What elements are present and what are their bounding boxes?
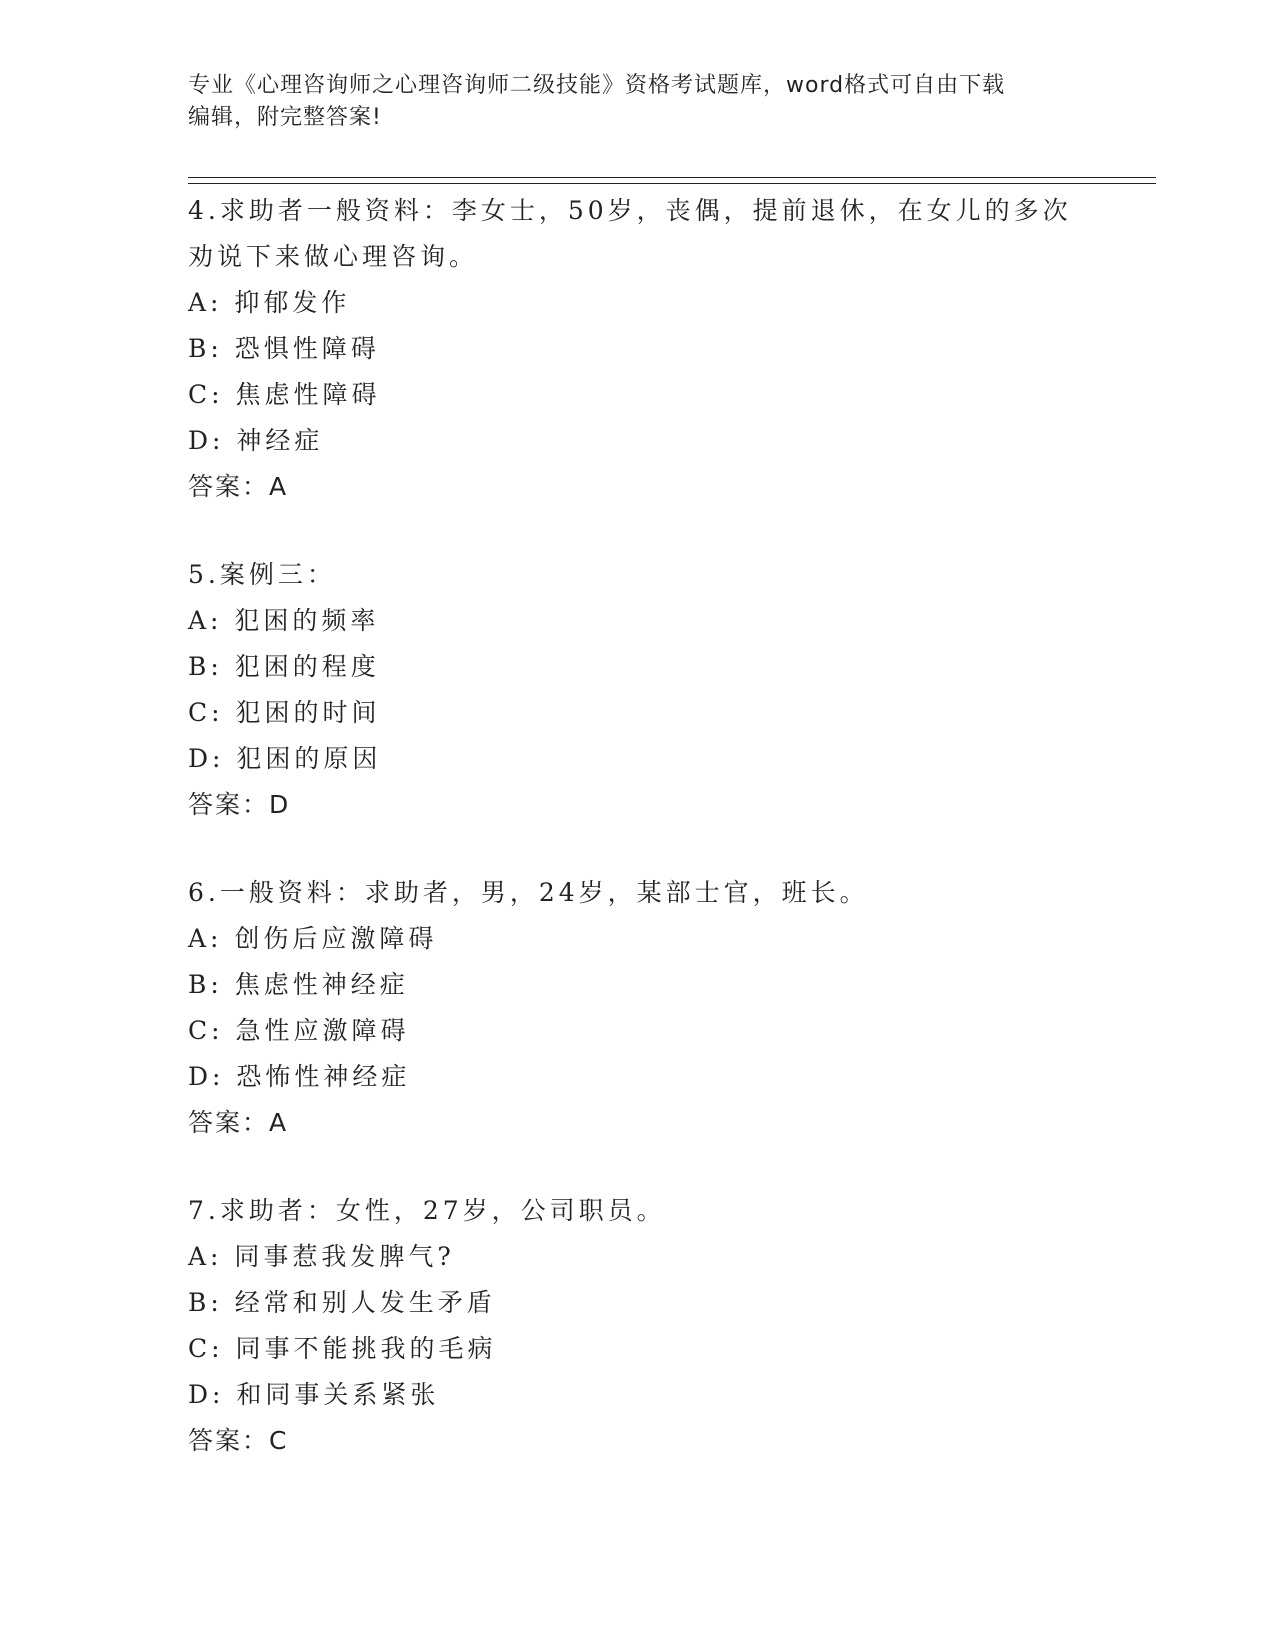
option-c: C: 急性应激障碍: [188, 1016, 410, 1045]
option-d: D: 犯困的原因: [188, 744, 382, 773]
option-b: B: 犯困的程度: [188, 652, 380, 681]
question-stem: 5.案例三：: [188, 560, 336, 589]
option-a: A: 创伤后应激障碍: [188, 924, 438, 953]
header-line-1: 专业《心理咨询师之心理咨询师二级技能》资格考试题库，word格式可自由下载: [188, 73, 1006, 98]
header-line-2: 编辑，附完整答案!: [188, 105, 382, 130]
question-7: [188, 1188, 1088, 1464]
option-b: B: 恐惧性障碍: [188, 334, 380, 363]
question-6: [188, 870, 1088, 1146]
question-stem: 4.求助者一般资料：李女士，50岁，丧偶，提前退休，在女儿的多次: [188, 196, 1072, 225]
answer-line: 答案：D: [188, 790, 291, 819]
question-stem: 7.求助者：女性，27岁，公司职员。: [188, 1196, 666, 1225]
option-d: D: 和同事关系紧张: [188, 1380, 440, 1409]
question-4: [188, 188, 1088, 510]
option-c: C: 同事不能挑我的毛病: [188, 1334, 497, 1363]
document-header: [188, 70, 1088, 134]
question-5: [188, 552, 1088, 828]
option-a: A: 同事惹我发脾气?: [188, 1242, 455, 1271]
option-a: A: 犯困的频率: [188, 606, 380, 635]
option-d: D: 恐怖性神经症: [188, 1062, 411, 1091]
answer-line: 答案：A: [188, 472, 289, 501]
option-c: C: 焦虑性障碍: [188, 380, 381, 409]
option-d: D: 神经症: [188, 426, 324, 455]
question-stem: 6.一般资料：求助者，男，24岁，某部士官，班长。: [188, 878, 869, 907]
answer-line: 答案：C: [188, 1426, 289, 1455]
option-b: B: 经常和别人发生矛盾: [188, 1288, 496, 1317]
question-stem-continued: 劝说下来做心理咨询。: [188, 242, 479, 271]
option-a: A: 抑郁发作: [188, 288, 351, 317]
header-divider: [188, 177, 1156, 184]
option-b: B: 焦虑性神经症: [188, 970, 409, 999]
answer-line: 答案：A: [188, 1108, 289, 1137]
option-c: C: 犯困的时间: [188, 698, 381, 727]
question-list: [188, 188, 1088, 1506]
